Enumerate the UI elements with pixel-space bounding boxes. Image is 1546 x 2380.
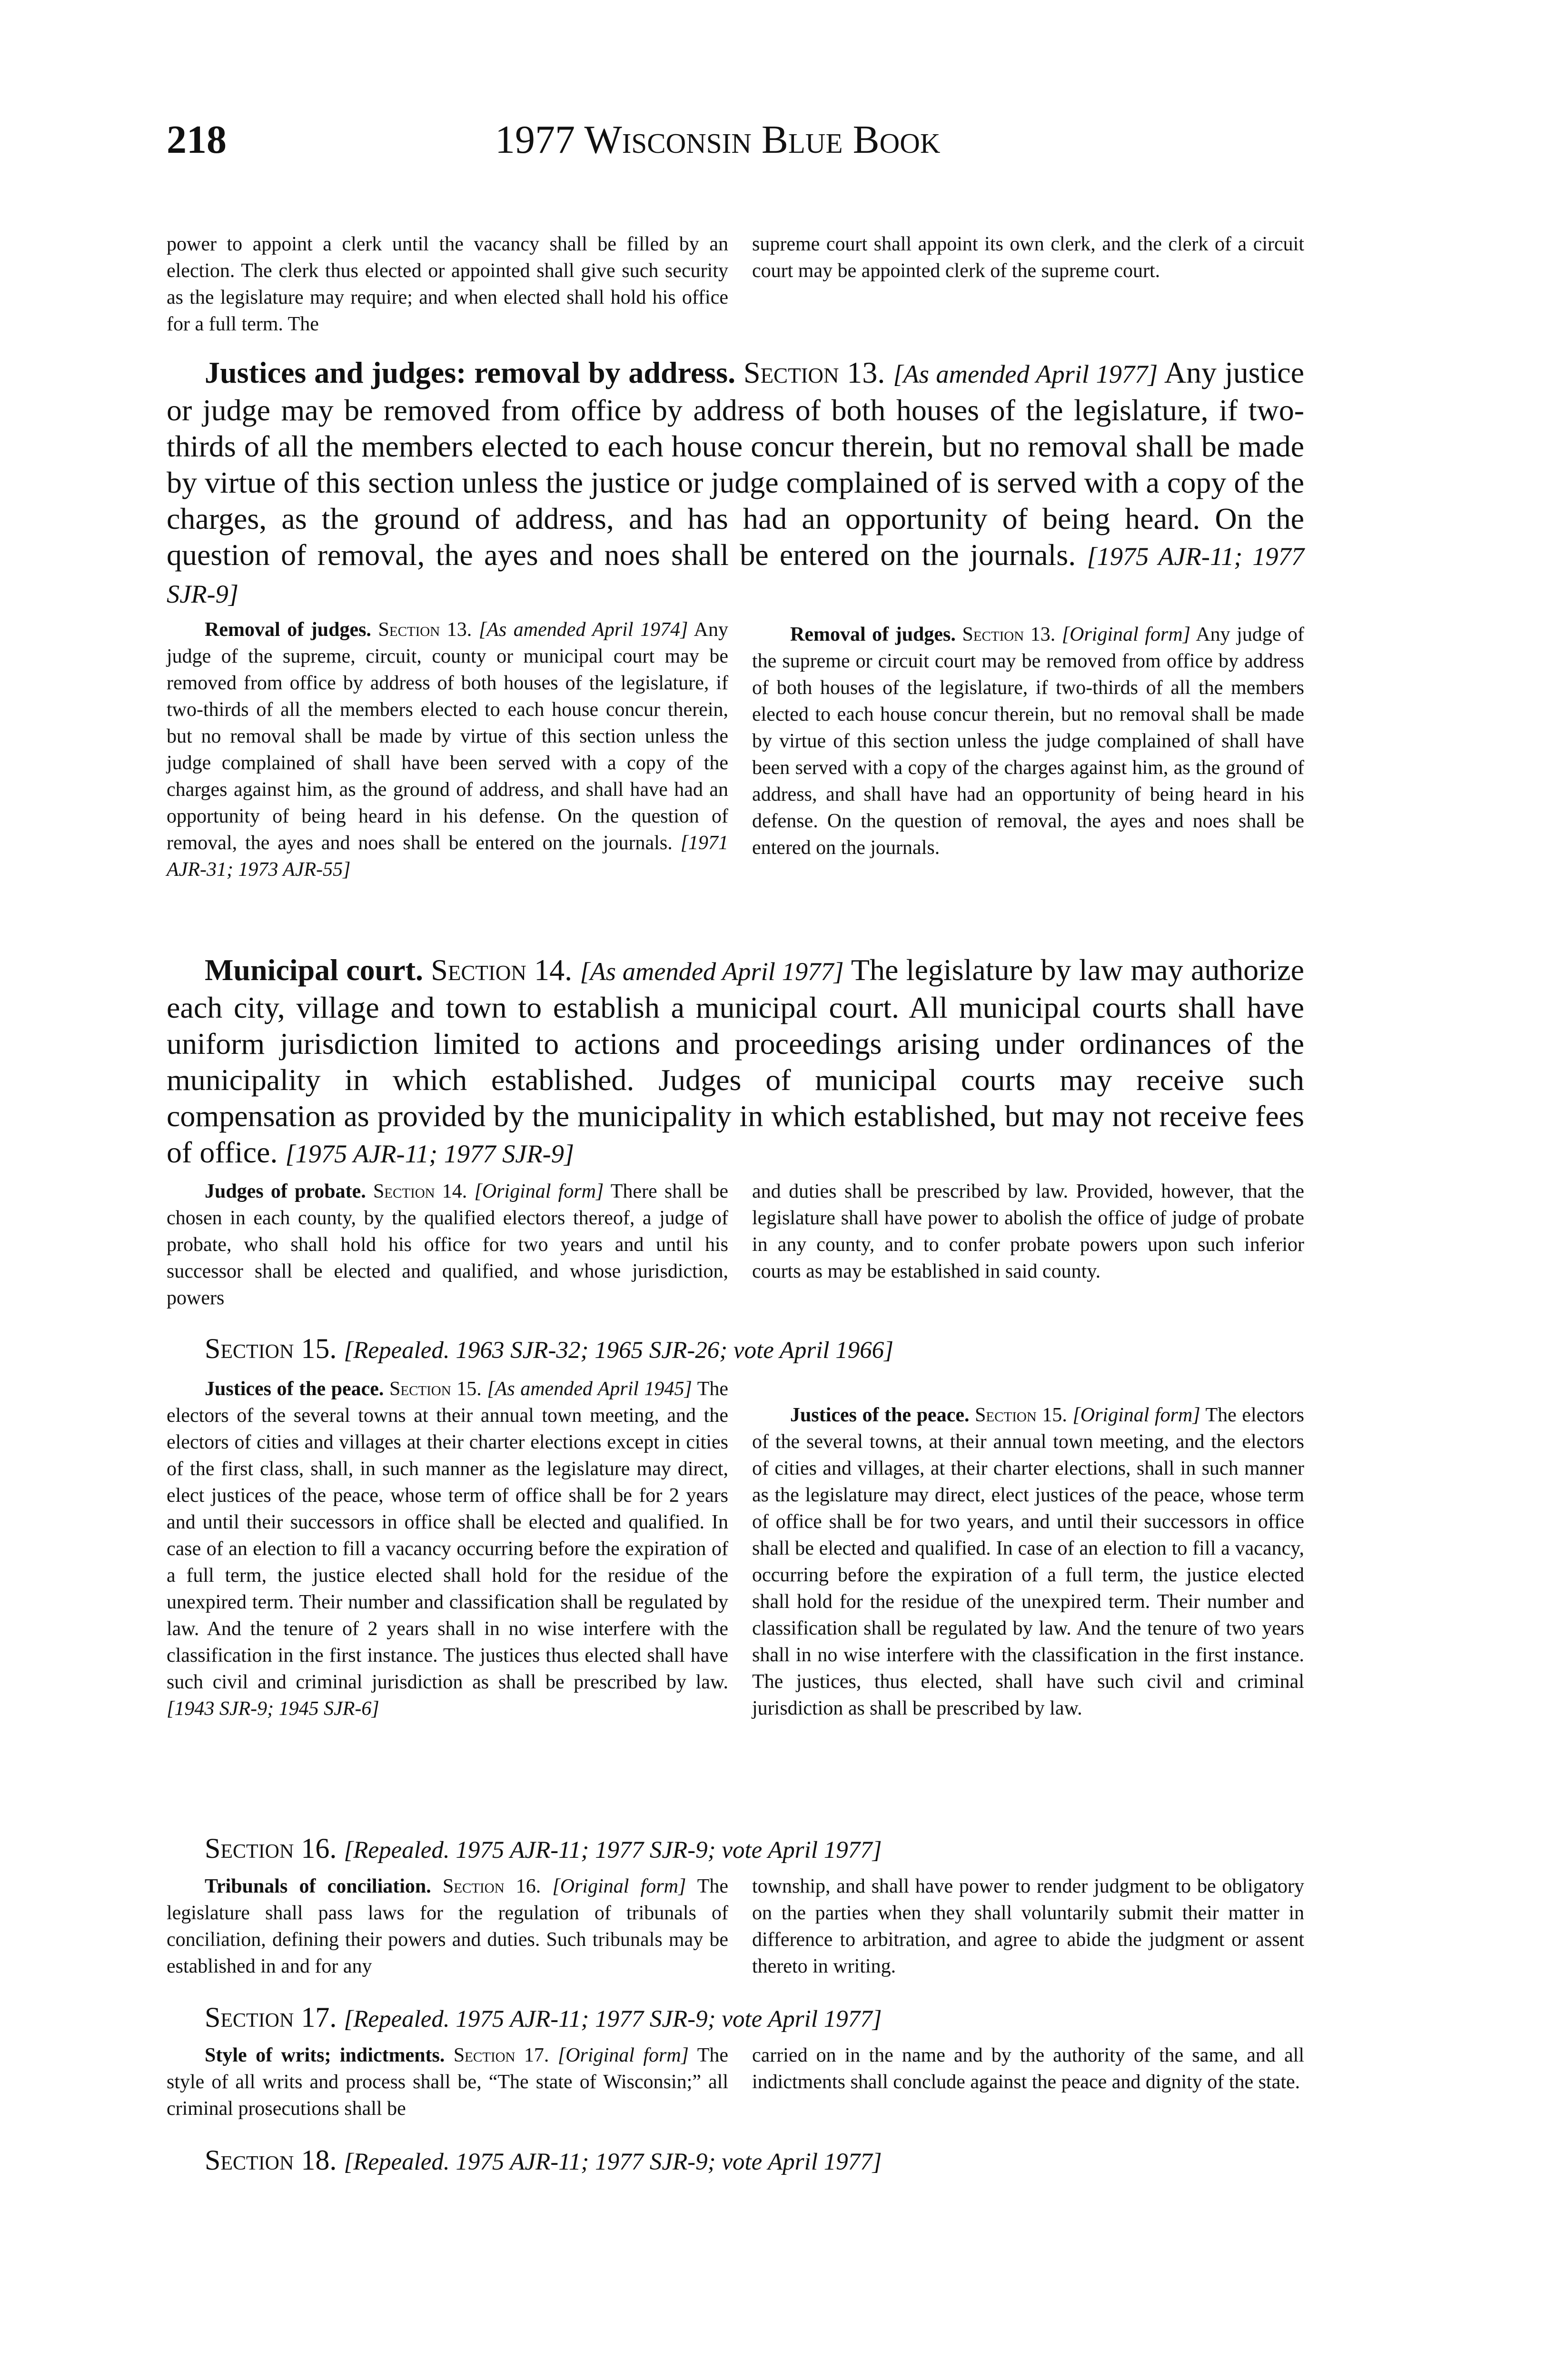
section-16-label: Section 16. [205, 1833, 337, 1864]
section-17-right-paragraph: carried on in the name and by the authority of the same, and all indictments shall conclude against the peace and dignity of the state. [752, 2044, 1304, 2093]
top-right-paragraph: supreme court shall appoint its own clerk, and the clerk of a circuit court may be appointed clerk of the supreme court. [752, 233, 1304, 282]
section-15-heading-line [167, 1330, 1304, 1368]
section-17-left-label: Section 17. [453, 2044, 549, 2066]
section-13-right-title: Removal of judges. [790, 624, 956, 645]
section-16-note: [Repealed. 1975 AJR-11; 1977 SJR-9; vote April 1977] [344, 1837, 882, 1864]
section-14-left-text: There shall be chosen in each county, by the qualified electors thereof, a judge of probate, who shall hold his office for two years and until his successor shall be elected and qualified, and whose jurisdiction, powers [167, 1180, 728, 1309]
section-15-left-title: Justices of the peace. [205, 1378, 384, 1400]
section-14-label: Section 14. [431, 953, 573, 987]
section-17-left-title: Style of writs; indictments. [205, 2044, 445, 2066]
section-13-text: Any justice or judge may be removed from office by address of both houses of the legislature, if two-thirds of all the members elected to each house concur therein, but no removal shall be made by virtue of this section unless the justice or judge complained of is served with a copy of the charges, as the ground of address, and has had an opportunity of being heard. On the question of removal, the ayes and noes shall be entered on the journals. [167, 356, 1304, 572]
section-16-original-paragraph [167, 1873, 728, 1980]
section-15-left-label: Section 15. [389, 1378, 482, 1400]
section-15-original-paragraph [752, 1402, 1304, 1722]
section-13-left-label: Section 13. [378, 619, 472, 641]
section-13-right-text: Any judge of the supreme or circuit court may be removed from office by address of both houses of the legislature, if two-thirds of all the members elected to each house concur therein, but no removal shall be made by virtue of this section unless the judge complained of shall have been served with a copy of the charges against him, as the ground of address, and shall have had an opportunity of being heard in his defense. On the question of removal, the ayes and noes shall be entered on the journals. [752, 624, 1305, 859]
section-15-amended-1945-paragraph [167, 1376, 728, 1722]
section-13-amended-1974-paragraph [167, 616, 728, 883]
section-17-left-note: [Original form] [557, 2044, 689, 2066]
section-16-right-paragraph: township, and shall have power to render judgment to be obligatory on the parties when they shall voluntarily submit their matter in difference to arbitration, and agree to abide the judgment or assent thereto in writing. [752, 1875, 1304, 1977]
section-15-left-text: The electors of the several towns at their annual town meeting, and the electors of cities and villages at their charter elections except in cities of the first class, shall, in such manner as the legislature may direct, elect justices of the peace, whose term of office shall be for 2 years and until their successors in office shall be elected and qualified. In case of an election to fill a vacancy occurring before the expiration of a full term, the justice elected shall hold for the residue of the unexpired term. Their number and classification shall be regulated by law. And the tenure of 2 years shall in no wise interfere with the classification in the first instance. The justices thus elected shall have such civil and criminal jurisdiction as shall be prescribed by law. [167, 1378, 728, 1693]
section-18-label: Section 18. [205, 2144, 337, 2176]
section-13-right-label: Section 13. [962, 624, 1056, 645]
section-14-left-title: Judges of probate. [205, 1180, 366, 1202]
section-16-left-label: Section 16. [442, 1875, 541, 1897]
section-14-right-paragraph: and duties shall be prescribed by law. Provided, however, that the legislature shall have power to abolish the office of judge of probate in any county, and to confer probate powers upon such inferior courts as may be established in said county. [752, 1180, 1304, 1282]
section-13-left-citation: [1971 AJR-31; 1973 AJR-55] [167, 832, 728, 881]
section-16-left-note: [Original form] [552, 1875, 686, 1897]
section-15-label: Section 15. [205, 1333, 337, 1364]
section-15-left-note: [As amended April 1945] [487, 1378, 692, 1400]
section-13-heading: Justices and judges: removal by address. [205, 356, 736, 389]
page-number: 218 [167, 118, 227, 162]
section-13-left-title: Removal of judges. [205, 619, 371, 641]
section-18-note: [Repealed. 1975 AJR-11; 1977 SJR-9; vote April 1977] [344, 2149, 882, 2175]
section-16-heading-line [167, 1830, 1304, 1868]
section-13-label: Section 13. [743, 356, 885, 389]
section-15-left-citation: [1943 SJR-9; 1945 SJR-6] [167, 1698, 379, 1720]
section-16-left-text: The legislature shall pass laws for the regulation of tribunals of conciliation, defining their powers and duties. Such tribunals may be established in and for any [167, 1875, 728, 1977]
section-17-original-paragraph [167, 2042, 728, 2122]
section-15-right-label: Section 15. [975, 1404, 1067, 1426]
section-18-heading-line [167, 2142, 1304, 2180]
section-14-note: [As amended April 1977] [580, 957, 844, 986]
section-13-left-note: [As amended April 1974] [478, 619, 688, 641]
section-13-paragraph [167, 355, 1304, 612]
section-15-right-note: [Original form] [1072, 1404, 1200, 1426]
section-15-right-title: Justices of the peace. [790, 1404, 970, 1426]
top-left-paragraph: power to appoint a clerk until the vacancy shall be filled by an election. The clerk thus elected or appointed shall give such security as the legislature may require; and when elected shall hold his office for a full term. The [167, 233, 728, 335]
section-13-note: [As amended April 1977] [893, 360, 1158, 388]
section-13-left-text: Any judge of the supreme, circuit, county or municipal court may be removed from office by address of both houses of the legislature, if two-thirds of all the members elected to each house concur therein, but no removal shall be made by virtue of this section unless the judge complained of shall have been served with a copy of the charges against him, as the ground of address, and shall have had an opportunity of being heard in his defense. On the question of removal, the ayes and noes shall be entered on the journals. [167, 619, 729, 854]
section-15-note: [Repealed. 1963 SJR-32; 1965 SJR-26; vote April 1966] [344, 1337, 894, 1364]
section-14-original-paragraph [167, 1178, 728, 1311]
section-17-note: [Repealed. 1975 AJR-11; 1977 SJR-9; vote April 1977] [344, 2006, 882, 2033]
section-16-left-title: Tribunals of conciliation. [205, 1875, 431, 1897]
running-title: 1977 Wisconsin Blue Book [495, 118, 941, 162]
section-13-right-note: [Original form] [1061, 624, 1191, 645]
section-14-text: The legislature by law may authorize each city, village and town to establish a municipal court. All municipal courts shall have uniform jurisdiction limited to actions and proceedings arising under ordinances of the municipality in which established. Judges of municipal courts may receive such compensation as provided by the municipality in which established, but may not receive fees of office. [167, 953, 1305, 1169]
page-header [167, 117, 1309, 169]
section-15-right-text: The electors of the several towns, at their annual town meeting, and the electors of cities and villages, at their charter elections, shall in such manner as the legislature may direct, elect justices of the peace, whose term of office shall be for two years, and until their successors in office shall be elected and qualified. In case of an election to fill a vacancy, occurring before the expiration of a full term, the justice elected shall hold for the residue of the unexpired term. Their number and classification shall be regulated by law. And the tenure of two years shall in no wise interfere with the classification in the first instance. The justices, thus elected, shall have such civil and criminal jurisdiction as shall be prescribed by law. [752, 1404, 1304, 1719]
section-14-left-note: [Original form] [474, 1180, 604, 1202]
section-13-citation: [1975 AJR-11; 1977 SJR-9] [167, 542, 1305, 608]
section-14-left-label: Section 14. [373, 1180, 467, 1202]
section-17-label: Section 17. [205, 2002, 337, 2033]
section-17-heading-line [167, 1999, 1304, 2037]
section-14-heading: Municipal court. [205, 953, 423, 987]
section-13-original-paragraph [752, 621, 1304, 861]
section-14-paragraph [167, 952, 1304, 1172]
section-14-citation: [1975 AJR-11; 1977 SJR-9] [285, 1140, 575, 1168]
section-17-left-text: The style of all writs and process shall be, “The state of Wisconsin;” all criminal prosecutions shall be [167, 2044, 728, 2120]
